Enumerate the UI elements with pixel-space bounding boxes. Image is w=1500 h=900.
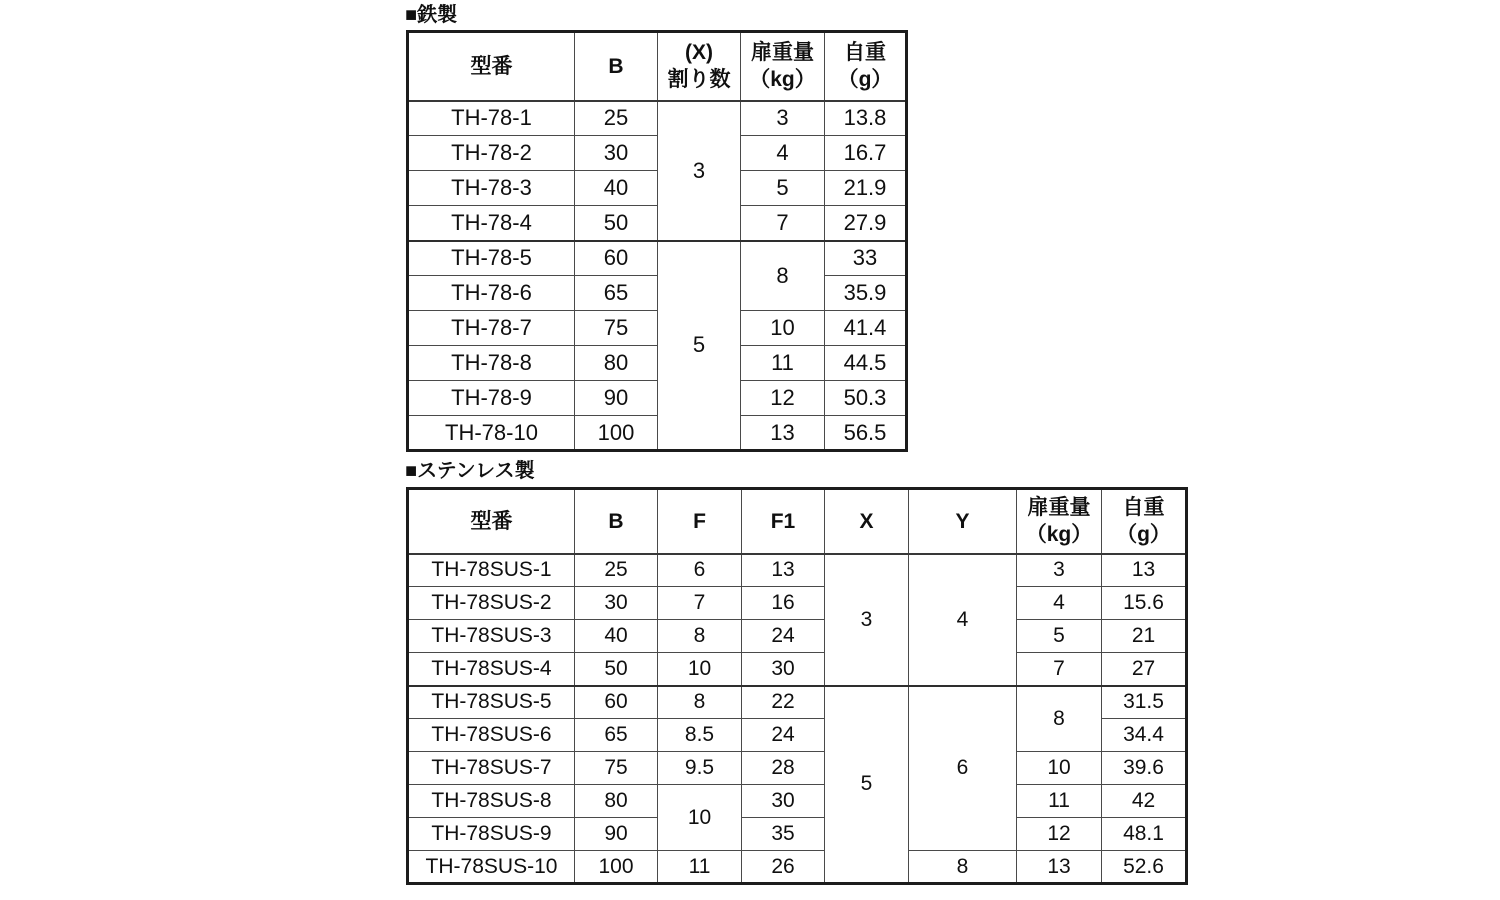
table-cell: 3 [658,101,741,241]
table-cell: TH-78SUS-3 [408,620,575,653]
column-header: 自重 （g） [1102,489,1187,554]
table-cell: TH-78-9 [408,381,575,416]
table-cell: 15.6 [1102,587,1187,620]
table-cell: 11 [1017,785,1102,818]
table-cell: TH-78-7 [408,311,575,346]
table-cell: 10 [658,653,742,686]
table-cell: 40 [575,620,658,653]
table-row [408,171,907,206]
column-header: 型番 [408,32,575,101]
table-cell: 80 [575,346,658,381]
table-cell: 5 [741,171,825,206]
table-cell: 3 [825,554,909,686]
table-cell: 11 [658,851,742,884]
table-cell: 28 [742,752,825,785]
table-cell: 7 [1017,653,1102,686]
table-cell: 7 [658,587,742,620]
table-cell: TH-78SUS-10 [408,851,575,884]
table-row [408,785,1187,818]
table-row [408,818,1187,851]
table-cell: 11 [741,346,825,381]
table-row [408,136,907,171]
column-header: 自重 （g） [825,32,907,101]
stainless-section-title: ■ステンレス製 [405,460,535,482]
table-cell: 65 [575,276,658,311]
table-cell: 30 [575,136,658,171]
table-row [408,311,907,346]
table-cell: 21.9 [825,171,907,206]
table-cell: 33 [825,241,907,276]
table-cell: TH-78SUS-9 [408,818,575,851]
table-cell: TH-78SUS-4 [408,653,575,686]
table-cell: 21 [1102,620,1187,653]
table-cell: 8 [1017,686,1102,752]
table-cell: TH-78-6 [408,276,575,311]
table-cell: 75 [575,311,658,346]
table-cell: 5 [825,686,909,884]
table-cell: 40 [575,171,658,206]
table-cell: 13 [741,416,825,451]
stainless-spec-table [406,487,1188,885]
table-cell: 50 [575,653,658,686]
table-cell: 5 [1017,620,1102,653]
table-cell: 13.8 [825,101,907,136]
table-row [408,587,1187,620]
table-cell: 90 [575,818,658,851]
table-cell: TH-78SUS-1 [408,554,575,587]
table-cell: TH-78-1 [408,101,575,136]
table-cell: 52.6 [1102,851,1187,884]
table-row [408,101,907,136]
table-cell: 41.4 [825,311,907,346]
table-cell: TH-78-3 [408,171,575,206]
table-cell: 50.3 [825,381,907,416]
table-cell: 27 [1102,653,1187,686]
table-cell: 35.9 [825,276,907,311]
table-cell: 3 [741,101,825,136]
table-row [408,653,1187,686]
table-cell: 4 [1017,587,1102,620]
table-cell: TH-78SUS-5 [408,686,575,719]
table-cell: 30 [742,785,825,818]
table-cell: 25 [575,554,658,587]
table-cell: 34.4 [1102,719,1187,752]
table-cell: 100 [575,416,658,451]
iron-spec-table [406,30,908,452]
table-row [408,381,907,416]
column-header: B [575,489,658,554]
table-cell: 9.5 [658,752,742,785]
table-cell: TH-78-8 [408,346,575,381]
table-cell: 56.5 [825,416,907,451]
table-cell: 35 [742,818,825,851]
table-cell: 7 [741,206,825,241]
table-row [408,752,1187,785]
table-cell: 26 [742,851,825,884]
table-row [408,620,1187,653]
table-cell: 25 [575,101,658,136]
table-cell: 48.1 [1102,818,1187,851]
table-cell: 8.5 [658,719,742,752]
column-header: 型番 [408,489,575,554]
table-cell: 6 [909,686,1017,851]
table-cell: TH-78-2 [408,136,575,171]
table-cell: 75 [575,752,658,785]
table-cell: 100 [575,851,658,884]
table-cell: 6 [658,554,742,587]
table-cell: TH-78-10 [408,416,575,451]
table-cell: 60 [575,686,658,719]
header-row [408,489,1187,554]
column-header: F1 [742,489,825,554]
table-cell: TH-78SUS-7 [408,752,575,785]
table-cell: 24 [742,620,825,653]
table-row [408,851,1187,884]
table-cell: 22 [742,686,825,719]
table-cell: 13 [1017,851,1102,884]
table-row [408,276,907,311]
table-cell: 5 [658,241,741,451]
table-cell: 44.5 [825,346,907,381]
table-row [408,346,907,381]
table-cell: 10 [658,785,742,851]
column-header: F [658,489,742,554]
table-cell: 65 [575,719,658,752]
table-cell: 8 [741,241,825,311]
table-cell: 10 [741,311,825,346]
table-cell: 4 [909,554,1017,686]
table-cell: 27.9 [825,206,907,241]
column-header: 扉重量 （kg） [1017,489,1102,554]
table-cell: TH-78SUS-2 [408,587,575,620]
table-cell: 4 [741,136,825,171]
table-cell: 12 [1017,818,1102,851]
table-cell: 12 [741,381,825,416]
column-header: B [575,32,658,101]
table-cell: 80 [575,785,658,818]
table-cell: 8 [658,686,742,719]
table-cell: TH-78SUS-6 [408,719,575,752]
table-cell: 50 [575,206,658,241]
table-cell: 42 [1102,785,1187,818]
table-cell: 8 [658,620,742,653]
table-cell: 31.5 [1102,686,1187,719]
table-cell: 13 [1102,554,1187,587]
table-row [408,686,1187,719]
table-cell: 39.6 [1102,752,1187,785]
table-row [408,416,907,451]
column-header: (X) 割り数 [658,32,741,101]
header-row [408,32,907,101]
table-cell: TH-78SUS-8 [408,785,575,818]
table-cell: 90 [575,381,658,416]
table-cell: 30 [575,587,658,620]
table-row [408,241,907,276]
table-cell: 8 [909,851,1017,884]
table-row [408,206,907,241]
table-cell: 60 [575,241,658,276]
table-cell: 13 [742,554,825,587]
column-header: X [825,489,909,554]
iron-section-title: ■鉄製 [405,4,458,26]
table-cell: TH-78-5 [408,241,575,276]
column-header: 扉重量 （kg） [741,32,825,101]
column-header: Y [909,489,1017,554]
table-cell: 30 [742,653,825,686]
table-row [408,554,1187,587]
table-cell: 16.7 [825,136,907,171]
table-cell: 10 [1017,752,1102,785]
table-cell: TH-78-4 [408,206,575,241]
table-cell: 3 [1017,554,1102,587]
table-cell: 24 [742,719,825,752]
table-cell: 16 [742,587,825,620]
